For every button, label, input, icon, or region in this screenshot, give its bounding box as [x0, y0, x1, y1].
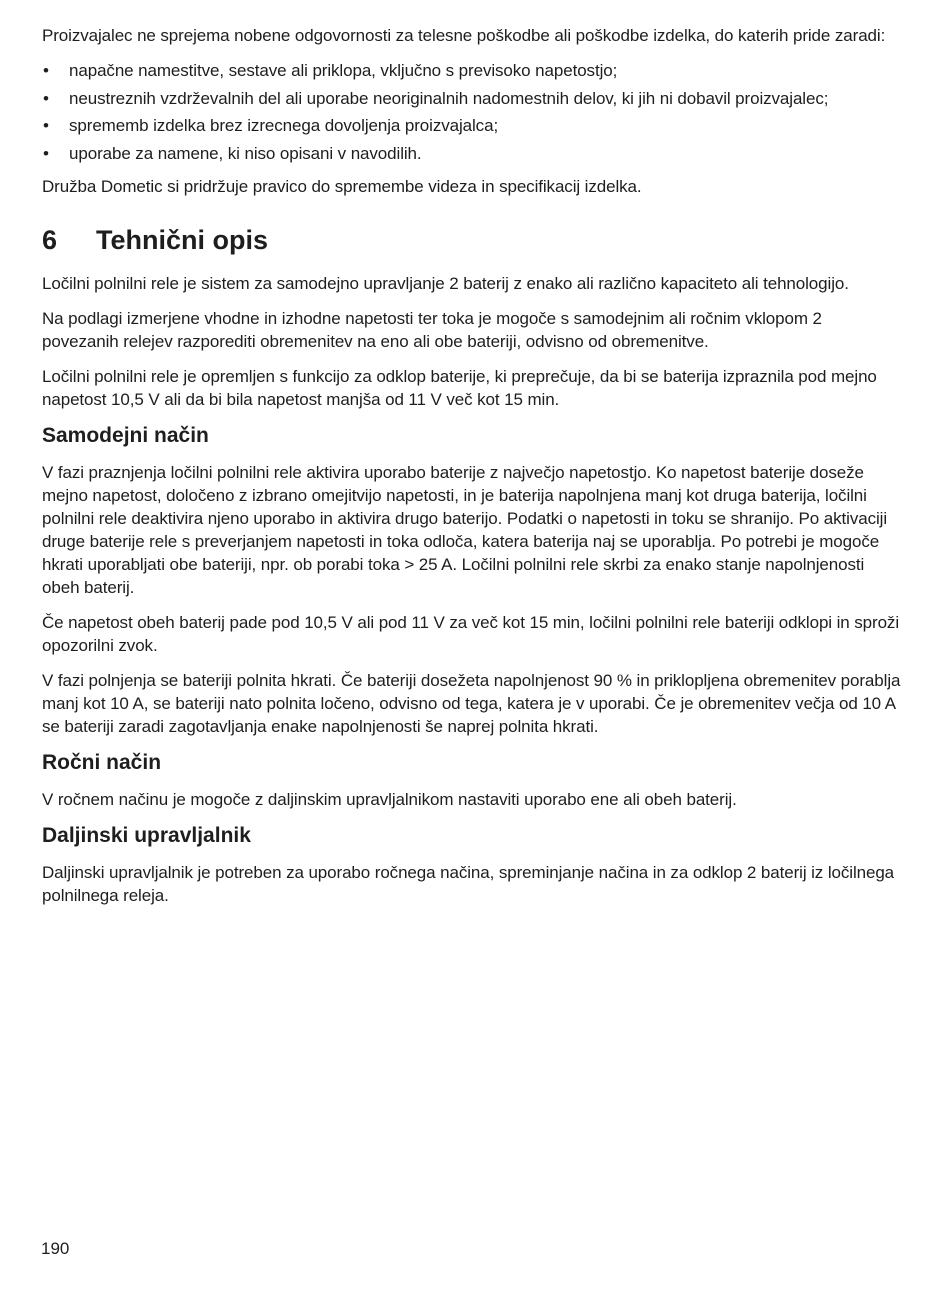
section-heading-manual-mode: Ročni način [42, 751, 162, 774]
section-paragraph: V fazi polnjenja se bateriji polnita hkrati. Če bateriji dosežeta napolnjenost 90 % in priklopljena obremenitev porablja manj kot 10 A, se bateriji nato polnita ločeno, odvisno od tega, katera je v uporabi. Če je obremenitev večja od 10 A se bateriji zaradi zagotavljanja enake napolnjenosti še naprej polnita hkrati. [42, 671, 901, 736]
document-page [42, 24, 902, 919]
section-heading-automatic-mode: Samodejni način [42, 424, 209, 447]
page-number: 190 [41, 1239, 70, 1258]
chapter-paragraph: Ločilni polnilni rele je opremljen s funkcijo za odklop baterije, ki preprečuje, da bi se baterija izpraznila pod mejno napetost 10,5 V ali da bi bila napetost manjša od 11 V več kot 15 min. [42, 367, 877, 409]
bullet-icon: • [43, 61, 49, 80]
chapter-heading [42, 222, 902, 258]
list-item-text: neustreznih vzdrževalnih del ali uporabe neoriginalnih nadomestnih delov, ki jih ni dobavil proizvajalec; [69, 88, 829, 108]
bullet-icon: • [43, 143, 49, 163]
section-paragraph: Daljinski upravljalnik je potreben za uporabo ročnega načina, spreminjanje načina in za odklop 2 baterij iz ločilnega polnilnega releja. [42, 863, 895, 905]
bullet-icon: • [43, 116, 49, 135]
list-item [42, 85, 902, 113]
dometic-rights-paragraph: Družba Dometic si pridržuje pravico do spremembe videza in specifikacij izdelka. [42, 177, 642, 196]
list-item-text: uporabe za namene, ki niso opisani v navodilih. [69, 143, 422, 163]
chapter-title: Tehnični opis [96, 225, 269, 255]
chapter-paragraph: Na podlagi izmerjene vhodne in izhodne napetosti ter toka je mogoče s samodejnim ali ročnim vklopom 2 povezanih relejev razporediti obremenitev na eno ali obe bateriji, odvisno od obremenitve. [42, 309, 822, 351]
list-item-text: napačne namestitve, sestave ali priklopa, vključno s previsoko napetostjo; [69, 61, 618, 80]
list-item [42, 140, 902, 168]
list-item [42, 112, 902, 140]
chapter-number: 6 [42, 225, 58, 255]
section-heading-remote-control: Daljinski upravljalnik [42, 824, 251, 847]
bullet-icon: • [43, 88, 49, 108]
chapter-paragraph: Ločilni polnilni rele je sistem za samodejno upravljanje 2 baterij z enako ali različno kapaciteto ali tehnologijo. [42, 274, 849, 293]
section-paragraph: Če napetost obeh baterij pade pod 10,5 V ali pod 11 V za več kot 15 min, ločilni polnilni rele bateriji odklopi in sproži opozorilni zvok. [42, 613, 900, 655]
intro-paragraph: Proizvajalec ne sprejema nobene odgovornosti za telesne poškodbe ali poškodbe izdelka, do katerih pride zaradi: [42, 26, 886, 45]
section-paragraph: V ročnem načinu je mogoče z daljinskim upravljalnikom nastaviti uporabo ene ali obeh baterij. [42, 790, 737, 809]
liability-list [42, 57, 902, 167]
list-item-text: sprememb izdelka brez izrecnega dovoljenja proizvajalca; [69, 116, 499, 135]
section-paragraph: V fazi praznjenja ločilni polnilni rele aktivira uporabo baterije z največjo napetostjo. Ko napetost baterije doseže mejno napetost, določeno z izbrano omejitvijo napetosti, in je baterija napolnjena manj kot druga baterija, ločilni polnilni rele deaktivira njeno uporabo in aktivira drugo baterijo. Podatki o napetosti in toku se shranijo. Po aktivaciji druge baterije rele s preverjanjem napetosti in toka odloča, katera baterija naj se uporablja. Po potrebi je mogoče hkrati uporabljati obe bateriji, npr. ob porabi toka > 25 A. Ločilni polnilni rele skrbi za enako stanje napolnjenosti obeh baterij. [42, 463, 888, 597]
list-item [42, 57, 902, 85]
